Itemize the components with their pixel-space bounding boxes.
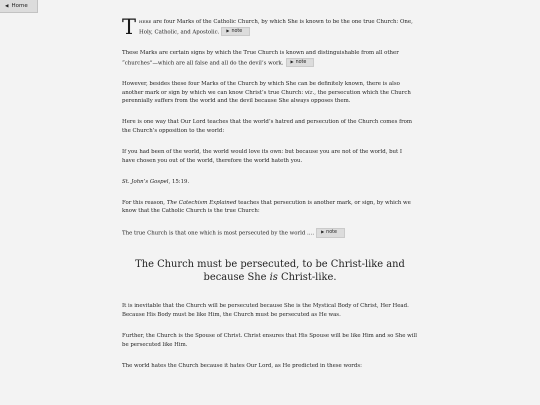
triangle-right-icon: ▶ (321, 229, 325, 235)
heading-line2-after: Christ-like. (277, 272, 337, 284)
catechism-text-after: teaches that persecution is another mark, or sign, by which we know that the Catholic Church is the true Church: (122, 199, 411, 215)
paragraph-marks (122, 49, 418, 67)
paragraph-world-hates: The world hates the Church because it hates Our Lord, as He predicted in these words: (122, 362, 362, 369)
note-label: note (295, 59, 307, 65)
heading-line1: The Church must be persecuted, to be Christ-like and (135, 259, 405, 271)
catechism-title: The Catechism Explained (166, 199, 237, 206)
citation-book: St. John’s Gospel (122, 178, 169, 185)
persecution-text-after: , the persecution which the Church perennially suffers from the world and the devil because She always opposes them. (122, 89, 411, 105)
intro-lead: here (139, 19, 152, 25)
note-button[interactable] (316, 228, 345, 238)
paragraph-persecution-mark (122, 80, 418, 106)
persecution-viz: viz. (304, 89, 315, 96)
section-heading (122, 258, 418, 284)
scripture-quote: If you had been of the world, the world would love its own: but because you are not of the world, but I have chosen you out of the world, therefore the world hateth you. (122, 148, 403, 164)
paragraph-catechism (122, 199, 418, 216)
note-button[interactable] (286, 58, 315, 68)
catechism-text-before: For this reason, (122, 199, 167, 206)
triangle-right-icon: ▶ (226, 27, 230, 33)
intro-text: are four Marks of the Catholic Church, by which She is known to be the one true Church: One, Holy, Catholic, and Apostolic. (139, 19, 413, 35)
paragraph-true-church (122, 228, 418, 238)
note-label: note (326, 230, 337, 236)
note-button[interactable] (221, 27, 250, 37)
triangle-right-icon: ▶ (290, 58, 294, 64)
paragraph-teaching: Here is one way that Our Lord teaches that the world’s hatred and persecution of the Church comes from the Church’s opposition to the world: (122, 119, 413, 134)
heading-line2-before: because She (203, 272, 270, 284)
drop-cap: T (122, 15, 137, 39)
persecution-text-before: However, besides these four Marks of the Church by which She can be definitely known, there is also another mark or sign by which we can know Christ’s true Church: (122, 80, 400, 96)
paragraph-mystical-body: It is inevitable that the Church will be persecuted because She is the Mystical Body of Christ, Her Head. Because His Body must be like Him, the Church must be persecuted as He was. (122, 303, 409, 318)
home-button[interactable] (0, 0, 38, 13)
heading-emphasis: is (269, 272, 278, 284)
note-label: note (231, 28, 243, 34)
citation (122, 178, 418, 187)
paragraph-spouse: Further, the Church is the Spouse of Christ. Christ ensures that His Spouse will be like Him and so She will be persecuted like Him. (122, 332, 417, 348)
article-content (122, 15, 418, 383)
citation-ref: , 15:19. (168, 178, 190, 185)
home-label: Home (11, 3, 28, 9)
marks-text: These Marks are certain signs by which the True Church is known and distinguishable from all other “churches”—which are all false and all do the devil’s work. (122, 49, 399, 66)
true-church-text: The true Church is that one which is most persecuted by the world …. (122, 230, 315, 237)
paragraph-intro (122, 15, 418, 39)
triangle-left-icon: ◀ (5, 4, 9, 9)
